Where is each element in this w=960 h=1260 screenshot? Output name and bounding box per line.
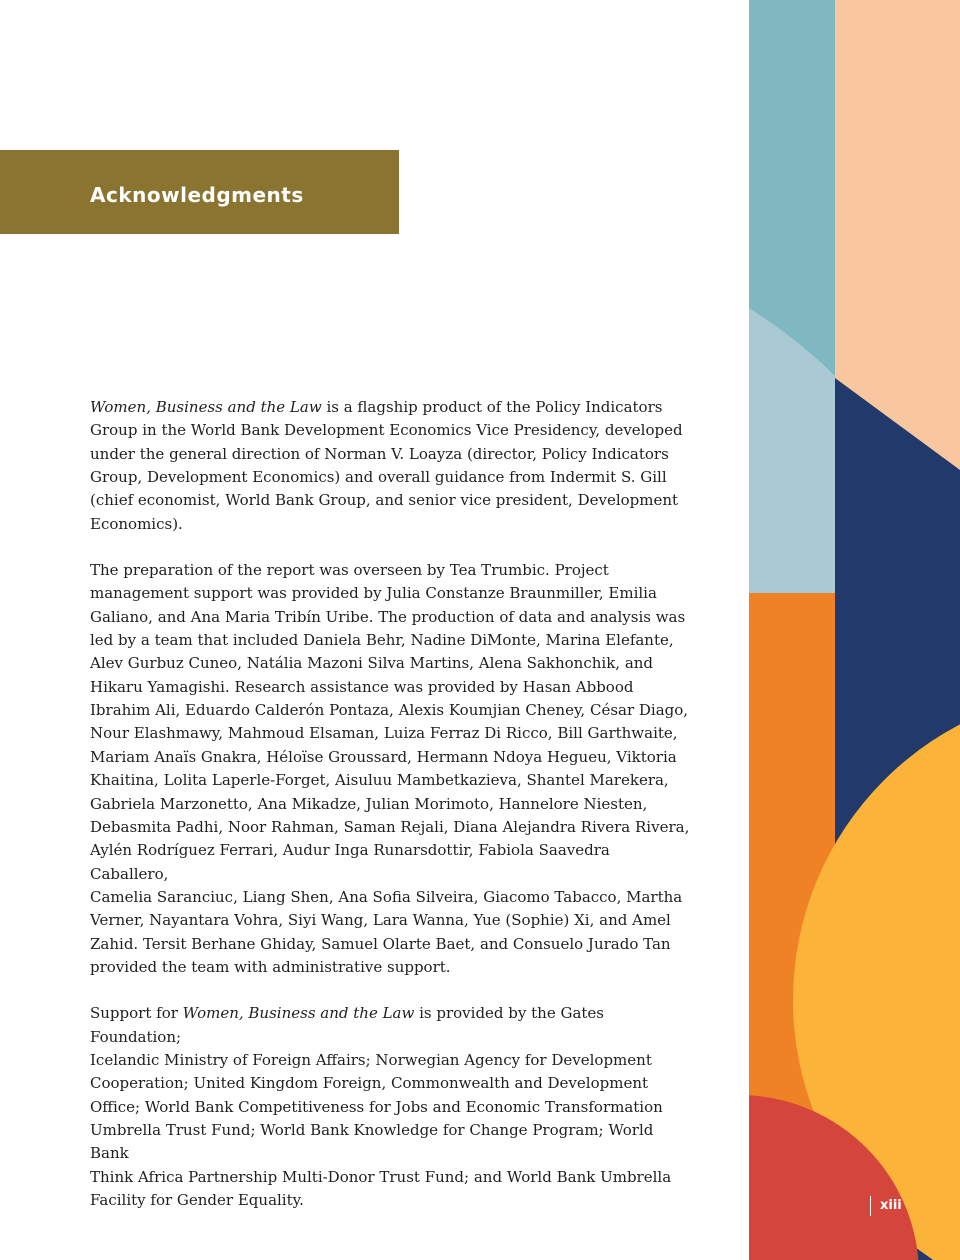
support-lead: Support for [90, 1004, 183, 1023]
page-title: Acknowledgments [90, 183, 304, 207]
page-number: xiii [870, 1196, 902, 1216]
decorative-color-panel [749, 0, 960, 1260]
paragraph-support [90, 1002, 690, 1212]
report-title-italic: Women, Business and the Law [90, 398, 322, 416]
support-text: is provided by the Gates Foundation; Icelandic Ministry of Foreign Affairs; Norwegian Agency for Development Cooperation; United Kingdom Foreign, Commonwealth and Development Office; World Bank Competitiveness for Jobs and Economic Transformation Umbrella Trust Fund; World Bank Knowledge for Change Program; World Bank Think Africa Partnership Multi-Donor Trust Fund; and World Bank Umbrella Facility for Gender Equality. [90, 1004, 672, 1209]
report-title-italic: Women, Business and the Law [182, 1004, 415, 1023]
body-text [90, 396, 690, 1235]
paragraph-intro [90, 396, 690, 536]
paragraph-team: The preparation of the report was overseen by Tea Trumbic. Project management support was provided by Julia Constanze Braunmiller, Emilia Galiano, and Ana Maria Tribín Uribe. The production of data and analysis was led by a team that included Daniela Behr, Nadine DiMonte, Marina Elefante, Alev Gurbuz Cuneo, Natália Mazoni Silva Martins, Alena Sakhonchik, and Hikaru Yamagishi. Research assistance was provided by Hasan Abbood Ibrahim Ali, Eduardo Calderón Pontaza, Alexis Koumjian Cheney, César Diago, Nour Elashmawy, Mahmoud Elsaman, Luiza Ferraz Di Ricco, Bill Garthwaite, Mariam Anaïs Gnakra, Héloïse Groussard, Hermann Ndoya Hegueu, Viktoria Khaitina, Lolita Laperle-Forget, Aisuluu Mambetkazieva, Shantel Marekera, Gabriela Marzonetto, Ana Mikadze, Julian Morimoto, Hannelore Niesten, Debasmita Padhi, Noor Rahman, Saman Rejali, Diana Alejandra Rivera Rivera, Aylén Rodríguez Ferrari, Audur Inga Runarsdottir, Fabiola Saavedra Caballero, Camelia Saranciuc, Liang Shen, Ana Sofia Silveira, Giacomo Tabacco, Martha Verner, Nayantara Vohra, Siyi Wang, Lara Wanna, Yue (Sophie) Xi, and Amel Zahid. Tersit Berhane Ghiday, Samuel Olarte Baet, and Consuelo Jurado Tan provided the team with administrative support. [90, 561, 690, 976]
intro-text: is a flagship product of the Policy Indicators Group in the World Bank Development Economics Vice Presidency, developed under the general direction of Norman V. Loayza (director, Policy Indicators Group, Development Economics) and overall guidance from Indermit S. Gill (chief economist, World Bank Group, and senior vice president, Development Economics). [90, 398, 683, 533]
